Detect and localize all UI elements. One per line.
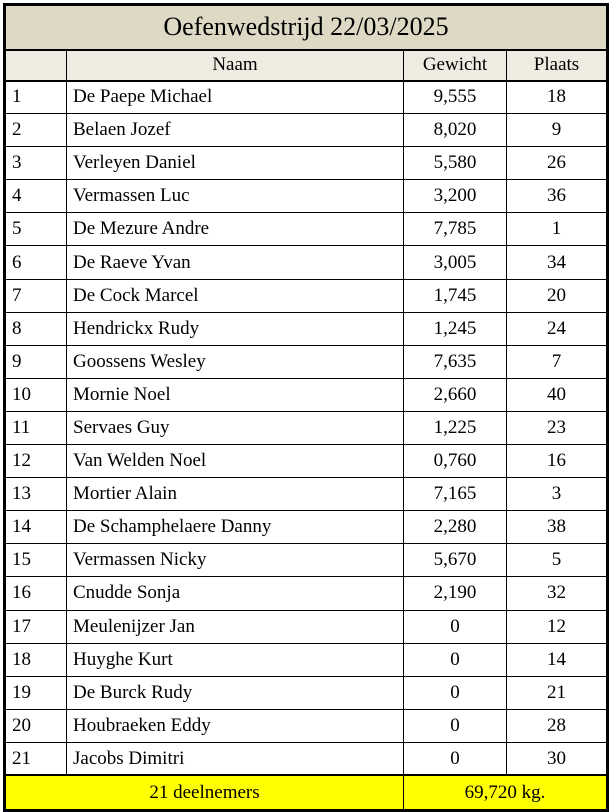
cell-nr: 8 <box>6 312 67 345</box>
page-title: Oefenwedstrijd 22/03/2025 <box>6 6 607 50</box>
total-weight: 69,720 kg. <box>404 775 607 809</box>
table-row <box>6 742 607 775</box>
cell-gewicht: 2,660 <box>404 378 507 411</box>
table-row <box>6 147 607 180</box>
cell-nr: 14 <box>6 511 67 544</box>
cell-plaats: 40 <box>507 378 607 411</box>
cell-plaats: 20 <box>507 279 607 312</box>
cell-plaats: 34 <box>507 246 607 279</box>
cell-nr: 4 <box>6 180 67 213</box>
cell-naam: De Cock Marcel <box>67 279 404 312</box>
results-table <box>5 5 607 810</box>
table-row <box>6 378 607 411</box>
cell-plaats: 30 <box>507 742 607 775</box>
cell-naam: De Burck Rudy <box>67 676 404 709</box>
cell-naam: Belaen Jozef <box>67 114 404 147</box>
cell-gewicht: 1,245 <box>404 312 507 345</box>
cell-naam: Vermassen Nicky <box>67 544 404 577</box>
cell-plaats: 14 <box>507 643 607 676</box>
cell-nr: 3 <box>6 147 67 180</box>
cell-nr: 6 <box>6 246 67 279</box>
cell-naam: De Schamphelaere Danny <box>67 511 404 544</box>
cell-plaats: 7 <box>507 345 607 378</box>
table-row <box>6 345 607 378</box>
cell-naam: De Mezure Andre <box>67 213 404 246</box>
cell-nr: 10 <box>6 378 67 411</box>
column-header-row <box>6 50 607 81</box>
cell-gewicht: 8,020 <box>404 114 507 147</box>
cell-gewicht: 0 <box>404 610 507 643</box>
cell-nr: 18 <box>6 643 67 676</box>
cell-plaats: 26 <box>507 147 607 180</box>
cell-gewicht: 0,760 <box>404 445 507 478</box>
cell-naam: Cnudde Sonja <box>67 577 404 610</box>
cell-naam: Verleyen Daniel <box>67 147 404 180</box>
table-row <box>6 445 607 478</box>
cell-gewicht: 9,555 <box>404 81 507 114</box>
cell-naam: Mornie Noel <box>67 378 404 411</box>
cell-naam: De Raeve Yvan <box>67 246 404 279</box>
results-sheet <box>3 3 609 812</box>
cell-nr: 19 <box>6 676 67 709</box>
column-header-naam: Naam <box>67 50 404 81</box>
cell-nr: 16 <box>6 577 67 610</box>
cell-gewicht: 0 <box>404 676 507 709</box>
table-row <box>6 478 607 511</box>
total-row <box>6 775 607 809</box>
cell-gewicht: 2,190 <box>404 577 507 610</box>
cell-naam: Van Welden Noel <box>67 445 404 478</box>
cell-nr: 9 <box>6 345 67 378</box>
table-row <box>6 610 607 643</box>
cell-gewicht: 3,200 <box>404 180 507 213</box>
cell-gewicht: 0 <box>404 709 507 742</box>
cell-nr: 1 <box>6 81 67 114</box>
participant-count: 21 deelnemers <box>6 775 404 809</box>
table-row <box>6 279 607 312</box>
cell-plaats: 3 <box>507 478 607 511</box>
table-row <box>6 676 607 709</box>
cell-plaats: 38 <box>507 511 607 544</box>
cell-gewicht: 7,165 <box>404 478 507 511</box>
cell-nr: 17 <box>6 610 67 643</box>
cell-gewicht: 0 <box>404 643 507 676</box>
cell-naam: Servaes Guy <box>67 411 404 444</box>
table-row <box>6 312 607 345</box>
cell-nr: 2 <box>6 114 67 147</box>
cell-plaats: 28 <box>507 709 607 742</box>
cell-gewicht: 1,745 <box>404 279 507 312</box>
cell-plaats: 1 <box>507 213 607 246</box>
cell-plaats: 21 <box>507 676 607 709</box>
table-row <box>6 246 607 279</box>
cell-nr: 7 <box>6 279 67 312</box>
table-row <box>6 709 607 742</box>
table-row <box>6 81 607 114</box>
cell-gewicht: 5,580 <box>404 147 507 180</box>
column-header-plaats: Plaats <box>507 50 607 81</box>
cell-gewicht: 5,670 <box>404 544 507 577</box>
cell-gewicht: 7,785 <box>404 213 507 246</box>
cell-naam: Houbraeken Eddy <box>67 709 404 742</box>
table-row <box>6 643 607 676</box>
cell-plaats: 16 <box>507 445 607 478</box>
table-row <box>6 411 607 444</box>
cell-plaats: 12 <box>507 610 607 643</box>
cell-gewicht: 7,635 <box>404 345 507 378</box>
cell-nr: 12 <box>6 445 67 478</box>
cell-naam: Hendrickx Rudy <box>67 312 404 345</box>
cell-nr: 15 <box>6 544 67 577</box>
cell-plaats: 5 <box>507 544 607 577</box>
cell-nr: 20 <box>6 709 67 742</box>
table-row <box>6 577 607 610</box>
title-row <box>6 6 607 50</box>
cell-gewicht: 2,280 <box>404 511 507 544</box>
cell-naam: Goossens Wesley <box>67 345 404 378</box>
cell-nr: 11 <box>6 411 67 444</box>
table-row <box>6 544 607 577</box>
table-row <box>6 114 607 147</box>
cell-naam: Vermassen Luc <box>67 180 404 213</box>
cell-gewicht: 1,225 <box>404 411 507 444</box>
cell-nr: 5 <box>6 213 67 246</box>
table-row <box>6 180 607 213</box>
cell-naam: Meulenijzer Jan <box>67 610 404 643</box>
cell-plaats: 23 <box>507 411 607 444</box>
cell-plaats: 9 <box>507 114 607 147</box>
table-row <box>6 511 607 544</box>
cell-naam: Huyghe Kurt <box>67 643 404 676</box>
table-row <box>6 213 607 246</box>
cell-plaats: 36 <box>507 180 607 213</box>
cell-plaats: 32 <box>507 577 607 610</box>
column-header-nr <box>6 50 67 81</box>
cell-naam: Jacobs Dimitri <box>67 742 404 775</box>
table-body <box>6 81 607 776</box>
cell-gewicht: 0 <box>404 742 507 775</box>
cell-naam: De Paepe Michael <box>67 81 404 114</box>
cell-gewicht: 3,005 <box>404 246 507 279</box>
cell-naam: Mortier Alain <box>67 478 404 511</box>
cell-nr: 21 <box>6 742 67 775</box>
cell-plaats: 24 <box>507 312 607 345</box>
cell-nr: 13 <box>6 478 67 511</box>
column-header-gewicht: Gewicht <box>404 50 507 81</box>
cell-plaats: 18 <box>507 81 607 114</box>
